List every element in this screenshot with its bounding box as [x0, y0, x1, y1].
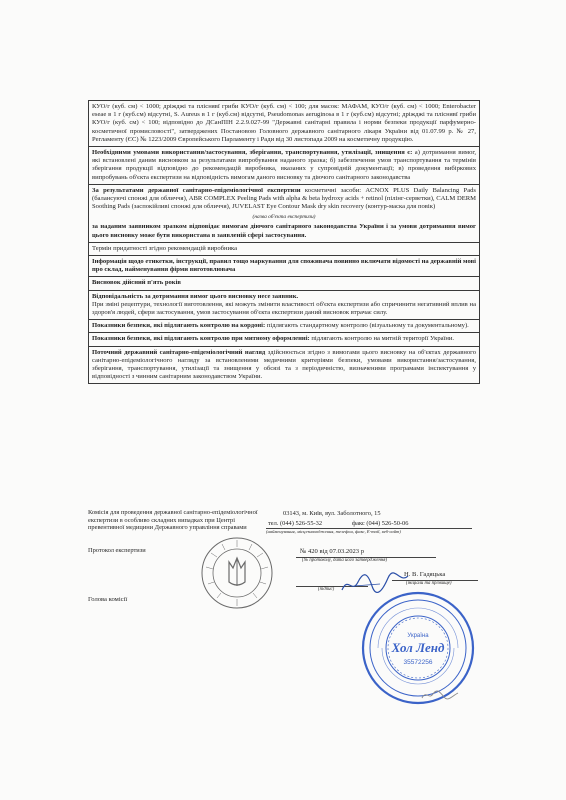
row-validity: Висновок дійсний п'ять років: [89, 277, 480, 290]
row-border-text: підлягають стандартному контролю (візуальному та документальному).: [266, 322, 469, 330]
row-shelf-life: Термін придатності згідно рекомендацій виробника: [89, 242, 480, 255]
row-results: [89, 184, 480, 213]
row-conditions: [89, 147, 480, 185]
row-microbiology: КУО/г (куб. см) < 1000; дріжджі та пліснявї гриби КУО/г (куб. см) < 100; для масок: МАФАМ, КУО/г (куб. см) < 1000; Enterobacter eseae в 1 г (куб.см) відсутні, S. Aureus в 1 г (куб.см) відсутні, Pseudomonas aeruginosa в 1 г (куб.см) відсутні; дріжджі та пліснявї гриби КУО/г (куб. см) < 100; відповідно до ДСанПІН 2.2.9.027-99 "Державні санітарні правила і норми безпеки продукції парфумерно-косметичної промисловості", затверджених Постановою Головного державного санітарного лікаря України від 01.07.99 р. № 27, Регламенту (ЄС) № 1223/2009 Європейського Парламенту і Ради від 30 листопада 2009 на косметичну продукцію.: [89, 101, 480, 147]
stamp-company-name: Хол Ленд: [391, 640, 445, 655]
row-customs-text: підлягають контролю на митній території України.: [311, 335, 455, 343]
commission-fax: факс (044) 526-50-06: [352, 520, 409, 527]
stamp-country: Україна: [407, 633, 429, 639]
signer-name: Н. В. Гадяцька: [404, 571, 446, 578]
row-responsibility-text: При зміні рецептури, технології виготовлення, які можуть змінити властивості об'єкта експертизи або спричинити негативний вплив на здоров'я людей, сфери застосування, умов застосування об'єкта експертизи даний висновок втрачає силу.: [92, 300, 476, 317]
row-supervision-text: здійснюється згідно з вимогами цього висновку на об'єктах державного санітарно-епідеміологічного нагляду за встановленими медичними критеріями безпеки, умовами використання/застосування, зберігання, транспортування, утилізації та знищення у обсязі та з періодичністю, визначеними програмами інспектування у відповідності з чинним санітарним законодавством України.: [92, 348, 477, 381]
signer-caption: (ініціали та прізвище): [406, 581, 452, 586]
address-caption: (найменування, місцезнаходження, телефон, факс, E-mail, веб-сайт): [266, 529, 401, 534]
conclusion-table: [88, 100, 480, 384]
protocol-label: Протокол експертизи: [88, 547, 146, 554]
row-supervision-label: Поточний державний санітарно-епідеміологічний нагляд: [92, 348, 266, 356]
row-compliance: за наданим заявником зразком відповідає вимогам діючого санітарного законодавства України і за умови дотримання вимог цього висновку може бути використана в заявленій сфері застосування.: [89, 221, 480, 242]
commission-seal-icon: [200, 536, 274, 610]
row-results-label: За результатами державної санітарно-епідеміологічної експертизи: [92, 186, 301, 194]
row-responsibility: [89, 290, 480, 320]
row-conditions-text: а) дотримання вимог, які встановлені даним висновком за результатами випробування наданого зразка; б) забезпечення умов транспортування та термінів зберігання продукції відповідно до рекомендацій виробника, вказаних у супровідній документації; в) проведення вибіркових випробувань об'єкта експертизи на відповідність вимогам даного висновку та діючого санітарного законодавства: [92, 149, 477, 181]
protocol-caption: (№ протоколу, дата його затвердження): [302, 558, 388, 563]
row-customs-control: [89, 333, 480, 346]
object-caption: (назва об'єкта експертизи): [89, 213, 480, 221]
commission-phone: тел. (044) 526-55-32: [268, 520, 323, 527]
row-border-control: [89, 320, 480, 333]
initials-mark: [420, 688, 460, 702]
row-labeling: Інформація щодо етикетки, інструкції, правил тощо маркування для споживача повинно включати відомості на державній мові про склад, найменування фірми виготовлювача: [89, 256, 480, 277]
commission-name: Комісія для проведення державної санітарно-епідеміологічної експертизи в особливо складних випадках при Центрі превентивної медицини Державного управління справами: [88, 509, 258, 532]
commission-address: 03143, м. Київ, вул. Заболотного, 15: [283, 510, 381, 517]
protocol-number: № 420 від 07.03.2023 р: [300, 548, 365, 555]
stamp-code: 35572256: [403, 659, 433, 666]
row-supervision: [89, 346, 480, 384]
row-responsibility-label: Відповідальність за дотримання вимог цього висновку несе заявник.: [92, 292, 299, 300]
row-border-label: Показники безпеки, які підлягають контролю на кордоні:: [92, 322, 266, 330]
row-conditions-label: Необхідними умовами використання/застосування, зберігання, транспортування, утилізації, знищення є:: [92, 149, 413, 157]
row-results-text: косметичні засоби: ACNOX PLUS Daily Balancing Pads (балансуючі спонжі для обличчя), ABR COMPLEX Peeling Pads with alpha & beta hydroxy acids + retinol (пілінг-серветки), CALM DERM Soothing Pads (заспокійливі спонжі для обличчя), JUVELAST Eye Contour Mask dry skin recovery (контур-маска для повік): [92, 186, 476, 211]
row-customs-label: Показники безпеки, які підлягають контролю при митному оформленні:: [92, 335, 310, 343]
signature-caption: (підпис): [318, 587, 335, 592]
head-label: Голова комісії: [88, 596, 128, 603]
